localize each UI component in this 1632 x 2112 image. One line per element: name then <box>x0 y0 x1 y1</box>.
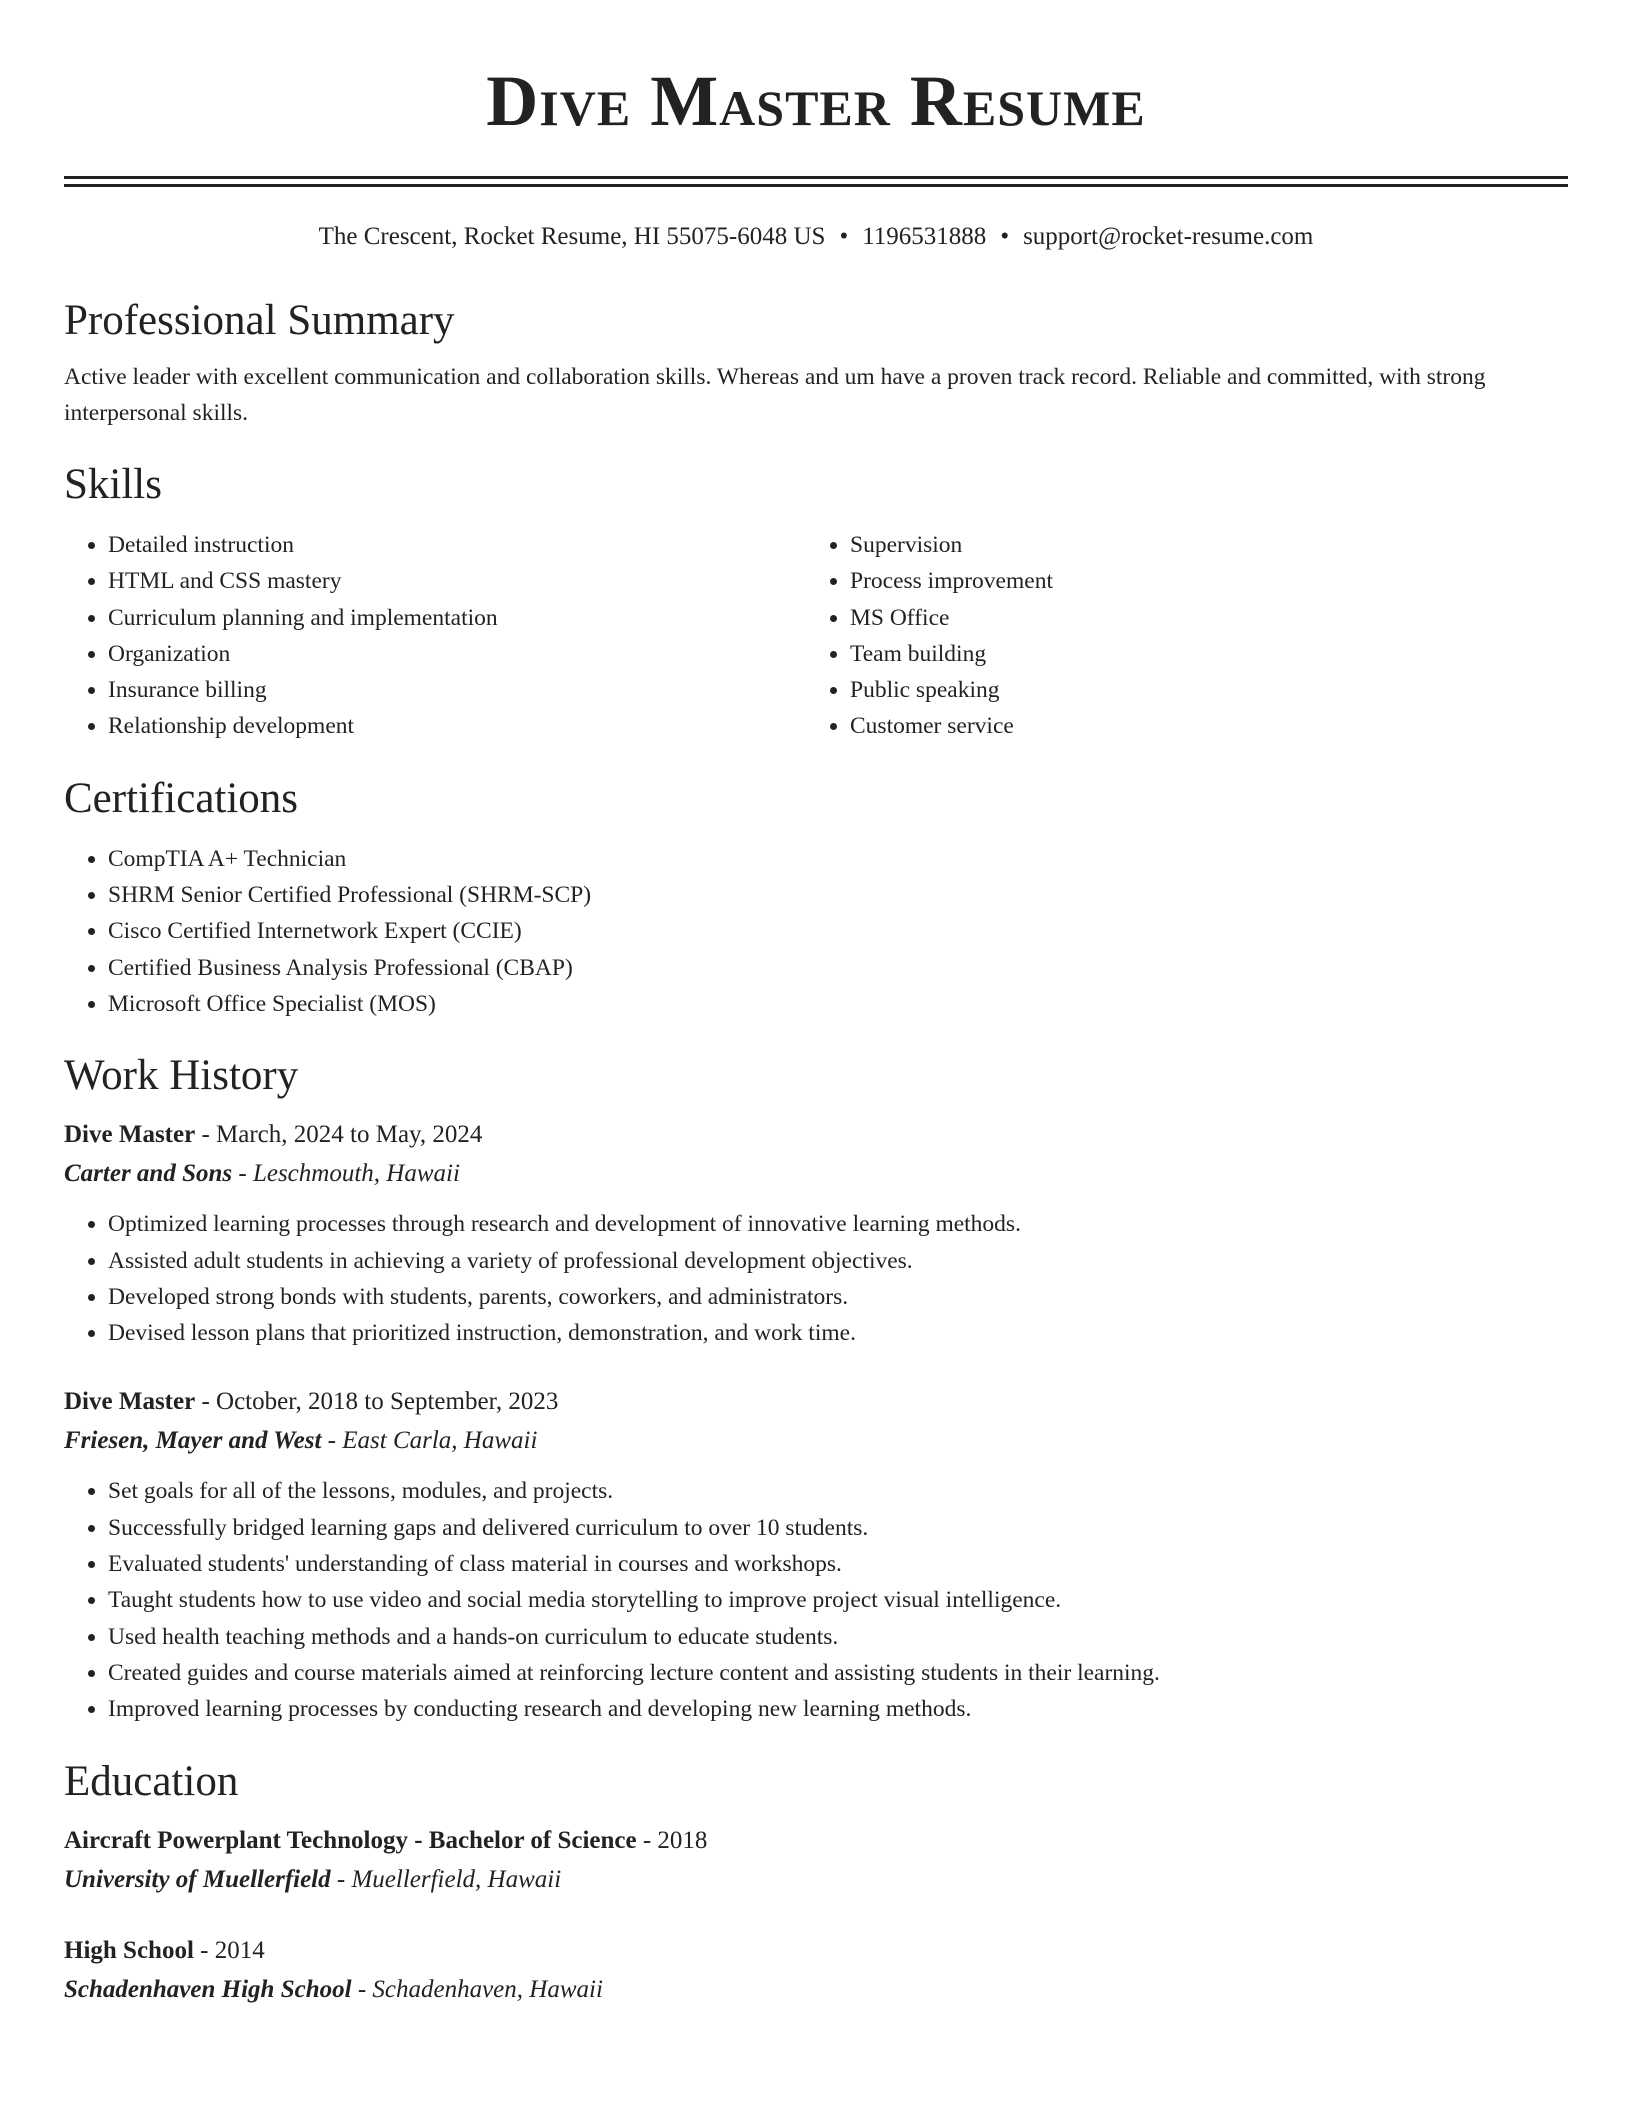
summary-heading: Professional Summary <box>64 297 455 344</box>
skill-item: • Customer service <box>850 708 1568 744</box>
job-bullet: • Assisted adult students in achieving a variety of professional development objectives. <box>108 1243 1568 1279</box>
job-bullet: • Created guides and course materials aimed at reinforcing lecture content and assisting students in their learning. <box>108 1655 1568 1691</box>
contact-line <box>64 219 1568 255</box>
certification-item: • Cisco Certified Internetwork Expert (CCIE) <box>108 913 1568 949</box>
education-location: - Schadenhaven, Hawaii <box>351 1975 603 2003</box>
skill-item: • Insurance billing <box>108 672 806 708</box>
header-double-rule <box>64 176 1568 187</box>
skills-column-left <box>64 527 806 745</box>
work-history-heading: Work History <box>64 1052 299 1100</box>
job-role: Dive Master <box>64 1121 196 1149</box>
education-degree: High School <box>64 1936 194 1964</box>
skill-item: • HTML and CSS mastery <box>108 563 806 599</box>
education-school: University of Muellerfield <box>64 1865 331 1893</box>
education-location: - Muellerfield, Hawaii <box>330 1865 562 1893</box>
skills-column-right <box>806 527 1568 745</box>
skills-heading: Skills <box>64 461 162 508</box>
job-location: - Leschmouth, Hawaii <box>232 1160 460 1188</box>
job-dates: - March, 2024 to May, 2024 <box>195 1121 483 1149</box>
education-entry <box>64 1932 1568 2010</box>
job-bullet: • Successfully bridged learning gaps and delivered curriculum to over 10 students. <box>108 1510 1568 1546</box>
job-bullet: • Devised lesson plans that prioritized instruction, demonstration, and work time. <box>108 1315 1568 1351</box>
skill-item: • Curriculum planning and implementation <box>108 600 806 636</box>
certification-item: • CompTIA A+ Technician <box>108 841 1568 877</box>
job-bullets <box>64 1473 1568 1727</box>
skill-item: • Team building <box>850 636 1568 672</box>
education-school-line <box>64 1970 1568 2010</box>
job-company-line <box>64 1421 1568 1461</box>
education-year: - 2014 <box>193 1936 265 1964</box>
page-title: Dive Master Resume <box>486 61 1146 141</box>
skill-item: • Supervision <box>850 527 1568 563</box>
contact-phone: 1196531888 <box>862 223 987 250</box>
job-bullet: • Evaluated students' understanding of class material in courses and workshops. <box>108 1546 1568 1582</box>
skills-list-left <box>64 527 806 745</box>
job-dates: - October, 2018 to September, 2023 <box>195 1388 559 1416</box>
skills-columns <box>64 527 1568 745</box>
contact-separator: • <box>1000 223 1010 250</box>
job-bullet: • Set goals for all of the lessons, modules, and projects. <box>108 1473 1568 1509</box>
education-degree-line <box>64 1932 1568 1970</box>
job-bullets <box>64 1206 1568 1351</box>
skill-item: • Public speaking <box>850 672 1568 708</box>
skill-item: • Organization <box>108 636 806 672</box>
job-title-line <box>64 1116 1568 1154</box>
education-school: Schadenhaven High School <box>64 1975 352 2003</box>
job-bullet: • Used health teaching methods and a hands-on curriculum to educate students. <box>108 1619 1568 1655</box>
job-role: Dive Master <box>64 1388 196 1416</box>
job-location: - East Carla, Hawaii <box>321 1427 538 1455</box>
skills-list-right <box>806 527 1568 745</box>
certification-item: • Microsoft Office Specialist (MOS) <box>108 986 1568 1022</box>
skill-item: • Process improvement <box>850 563 1568 599</box>
job-bullet: • Optimized learning processes through research and development of innovative learning methods. <box>108 1206 1568 1242</box>
education-school-line <box>64 1860 1568 1900</box>
contact-separator: • <box>839 223 849 250</box>
certifications-list <box>64 841 1568 1022</box>
certifications-heading: Certifications <box>64 774 299 822</box>
job-title-line <box>64 1383 1568 1421</box>
education-year: - 2018 <box>636 1826 708 1854</box>
job-bullet: • Developed strong bonds with students, parents, coworkers, and administrators. <box>108 1279 1568 1315</box>
skill-item: • MS Office <box>850 600 1568 636</box>
contact-address: The Crescent, Rocket Resume, HI 55075-6048 US <box>318 223 826 250</box>
skill-item: • Relationship development <box>108 708 806 744</box>
certification-item: • SHRM Senior Certified Professional (SHRM-SCP) <box>108 877 1568 913</box>
job-entry <box>64 1383 1568 1727</box>
education-entry <box>64 1822 1568 1900</box>
certification-item: • Certified Business Analysis Professional (CBAP) <box>108 950 1568 986</box>
job-company: Friesen, Mayer and West <box>64 1427 322 1455</box>
job-company: Carter and Sons <box>64 1160 233 1188</box>
education-degree: Aircraft Powerplant Technology - Bachelor of Science <box>64 1826 637 1854</box>
job-entry <box>64 1116 1568 1351</box>
job-bullet: • Taught students how to use video and social media storytelling to improve project visual intelligence. <box>108 1582 1568 1618</box>
skill-item: • Detailed instruction <box>108 527 806 563</box>
education-degree-line <box>64 1822 1568 1860</box>
job-bullet: • Improved learning processes by conducting research and developing new learning methods. <box>108 1691 1568 1727</box>
summary-text: Active leader with excellent communication and collaboration skills. Whereas and um have a proven track record. Reliable and committed, with strong interpersonal skills. <box>64 364 1486 426</box>
contact-email: support@rocket-resume.com <box>1023 223 1314 250</box>
education-heading: Education <box>64 1757 239 1805</box>
job-company-line <box>64 1154 1568 1194</box>
